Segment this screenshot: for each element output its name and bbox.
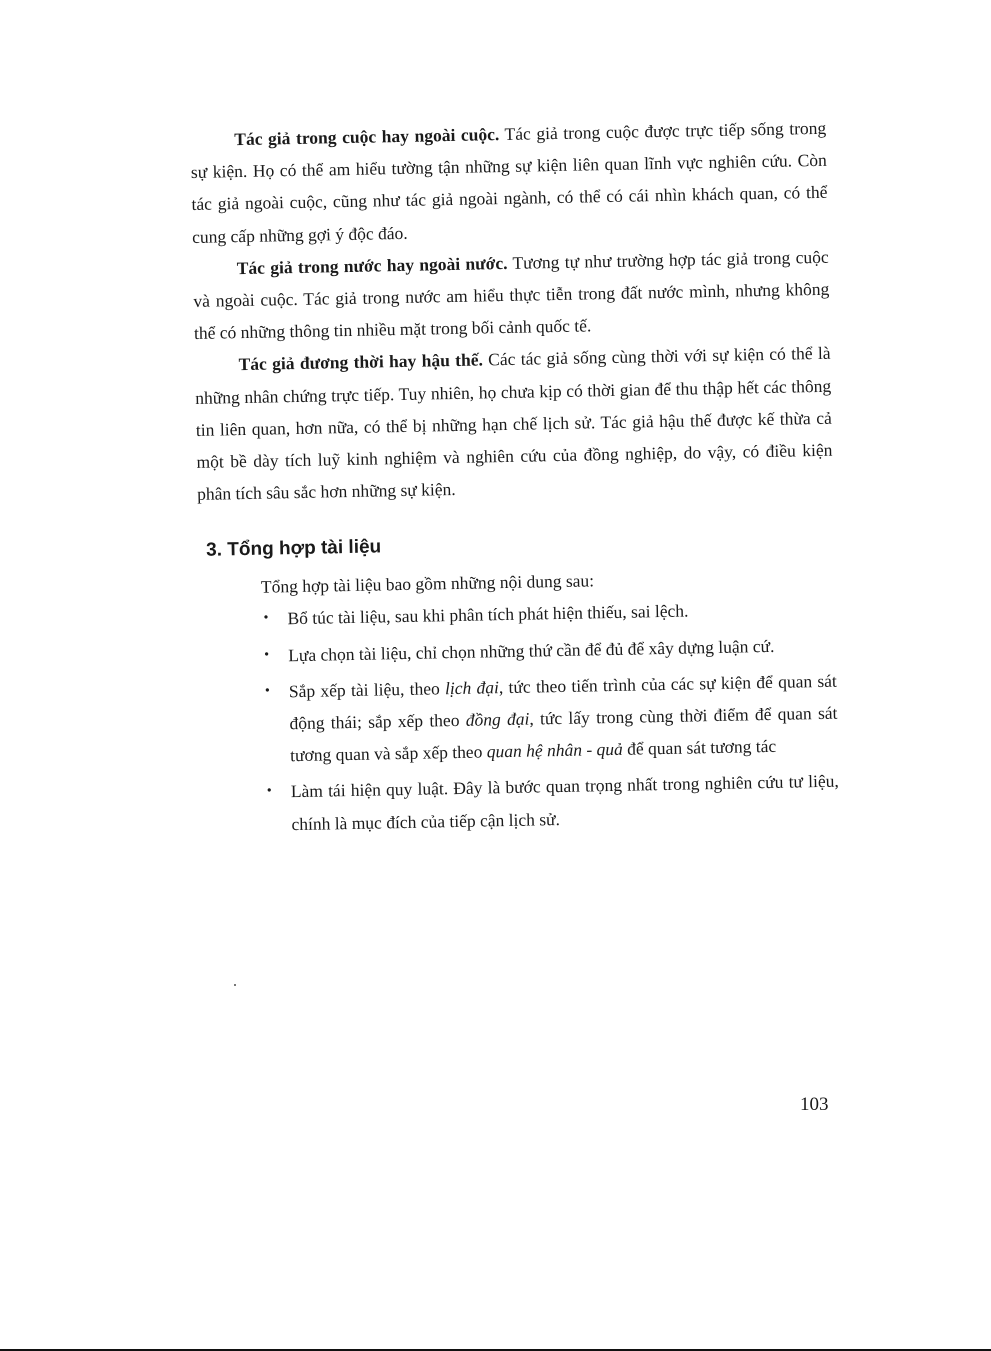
list-item-text: , tức lấy trong cùng thời điểm để quan sát tương quan và sắp xếp theo <box>289 702 838 766</box>
italic-term: quan hệ nhân - quả <box>486 739 624 762</box>
paragraph-author-contemporary <box>194 337 833 510</box>
list-item-text: , tức theo tiến trình của các sự kiện để quan sát động thái; sắp xếp theo <box>289 670 837 734</box>
paragraph-author-insider <box>190 112 828 253</box>
list-item-text: Lựa chọn tài liệu, chỉ chọn những thứ cần để đủ để xây dựng luận cứ. <box>288 635 775 665</box>
paragraph-heading: Tác giả đương thời hay hậu thế. <box>238 349 484 375</box>
bullet-list <box>199 592 839 842</box>
list-item <box>267 765 840 840</box>
italic-term: lịch đại <box>444 677 500 699</box>
italic-term: đồng đại <box>465 708 530 730</box>
paragraph-text: Các tác giả sống cùng thời với sự kiện có thể là những nhân chứng trực tiếp. Tuy nhiên, họ chưa kịp có thời gian để thu thập hết các thông tin liên quan, hơn nữa, có thể bị những hạn chế lịch sử. Tác giả hậu thế được kế thừa cả một bề dày tích luỹ kinh nghiệm và nghiên cứu của đồng nghiệp, do vậy, có điều kiện phân tích sâu sắc hơn những sự kiện. <box>195 343 833 505</box>
bullet-icon: • <box>264 647 270 663</box>
paragraph-heading: Tác giả trong cuộc hay ngoài cuộc. <box>234 124 500 150</box>
list-item-text: để quan sát tương tác <box>622 736 777 760</box>
bullet-icon: • <box>263 611 269 627</box>
list-item-text: Làm tái hiện quy luật. Đây là bước quan trọng nhất trong nghiên cứu tư liệu, chính là mục đích của tiếp cận lịch sử. <box>290 771 839 834</box>
section-intro: Tổng hợp tài liệu bao gồm những nội dung sau: <box>260 570 595 598</box>
paragraph-heading: Tác giả trong nước hay ngoài nước. <box>236 252 508 278</box>
page-content <box>190 112 840 846</box>
scan-speck <box>234 984 236 986</box>
paragraph-text: Tác giả trong cuộc được trực tiếp sống trong sự kiện. Họ có thể am hiểu tường tận những sự kiện liên quan lĩnh vực nghiên cứu. Còn tác giả ngoài cuộc, cũng như tác giả ngoài ngành, có thể có cái nhìn khách quan, có thể cung cấp những gợi ý độc đáo. <box>190 117 828 247</box>
bullet-icon: • <box>264 683 270 699</box>
bullet-icon: • <box>266 784 272 800</box>
page-number: 103 <box>800 1094 829 1115</box>
paragraph-text: Tương tự như trường hợp tác giả trong cuộc và ngoài cuộc. Tác giả trong nước am hiểu thực tiễn trong đất nước mình, nhưng không thể có những thông tin nhiều mặt trong bối cảnh quốc tế. <box>193 246 830 344</box>
paragraph-author-domestic <box>192 241 830 350</box>
list-item <box>264 628 837 671</box>
section-title: 3. Tổng hợp tài liệu <box>205 536 382 562</box>
list-item <box>265 665 839 773</box>
list-item-text: Sắp xếp tài liệu, theo <box>288 678 446 702</box>
list-item-text: Bổ túc tài liệu, sau khi phân tích phát hiện thiếu, sai lệch. <box>287 600 689 629</box>
